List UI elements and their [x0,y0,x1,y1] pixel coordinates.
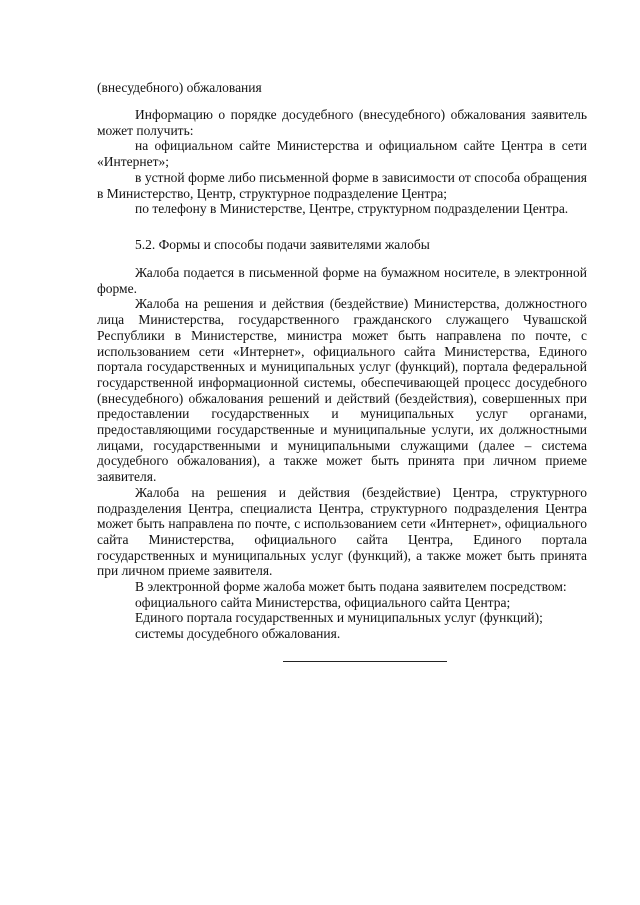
paragraph-electronic-intro: В электронной форме жалоба может быть подана заявителем посредством: [135,579,567,595]
paragraph-complaint-form: Жалоба подается в письменной форме на бумажном носителе, в электронной форме. [97,265,587,296]
list-item-unified-portal: Единого портала государственных и муниципальных услуг (функций); [135,610,543,626]
paragraph-info-website: на официальном сайте Министерства и официальном сайте Центра в сети «Интернет»; [97,138,587,170]
section-heading: 5.2. Формы и способы подачи заявителями жалобы [135,237,430,252]
continuation-line: (внесудебного) обжалования [97,80,262,95]
top-fragment [97,80,587,96]
paragraph-info-phone: по телефону в Министерстве, Центре, структурном подразделении Центра. [135,201,569,217]
paragraph-ministry-complaint: Жалоба на решения и действия (бездействие) Министерства, должностного лица Министерства, государственного гражданского служащего Чувашской Республики в Министерстве, министра может быть направлена по почте, с использованием сети «Интернет», официального сайта Министерства, Единого портала государственных и муниципальных услуг (функций), портала федеральной государственной информационной системы, обеспечивающей процесс досудебного (внесудебного) обжалования решений и действий (бездействия), совершенных при предоставлении государственных и муниципальных услуг органами, предоставляющими государственные и муниципальные услуги, их должностными лицами, государственными и муниципальными служащими (далее – система досудебного обжалования), а также может быть принята при личном приеме заявителя. [97,296,587,485]
paragraph-center-complaint: Жалоба на решения и действия (бездействие) Центра, структурного подразделения Центра, специалиста Центра, структурного подразделения Центра может быть направлена по почте, с использованием сети «Интернет», официального сайта Министерства, официального сайта Центра, Единого портала государственных и муниципальных услуг (функций), а также может быть принята при личном приеме заявителя. [97,484,587,579]
complaint-forms-section [97,265,587,642]
appeal-info-section [97,107,587,217]
list-item-official-sites: официального сайта Министерства, официального сайта Центра; [135,594,511,610]
end-divider [283,661,447,662]
section-heading-wrap [97,237,587,253]
paragraph-info-intro: Информацию о порядке досудебного (внесудебного) обжалования заявитель может получить: [97,107,587,138]
list-item-appeal-system: системы досудебного обжалования. [135,626,341,642]
paragraph-info-oral-written: в устной форме либо письменной форме в зависимости от способа обращения в Министерство, Центр, структурное подразделение Центра; [97,169,587,201]
